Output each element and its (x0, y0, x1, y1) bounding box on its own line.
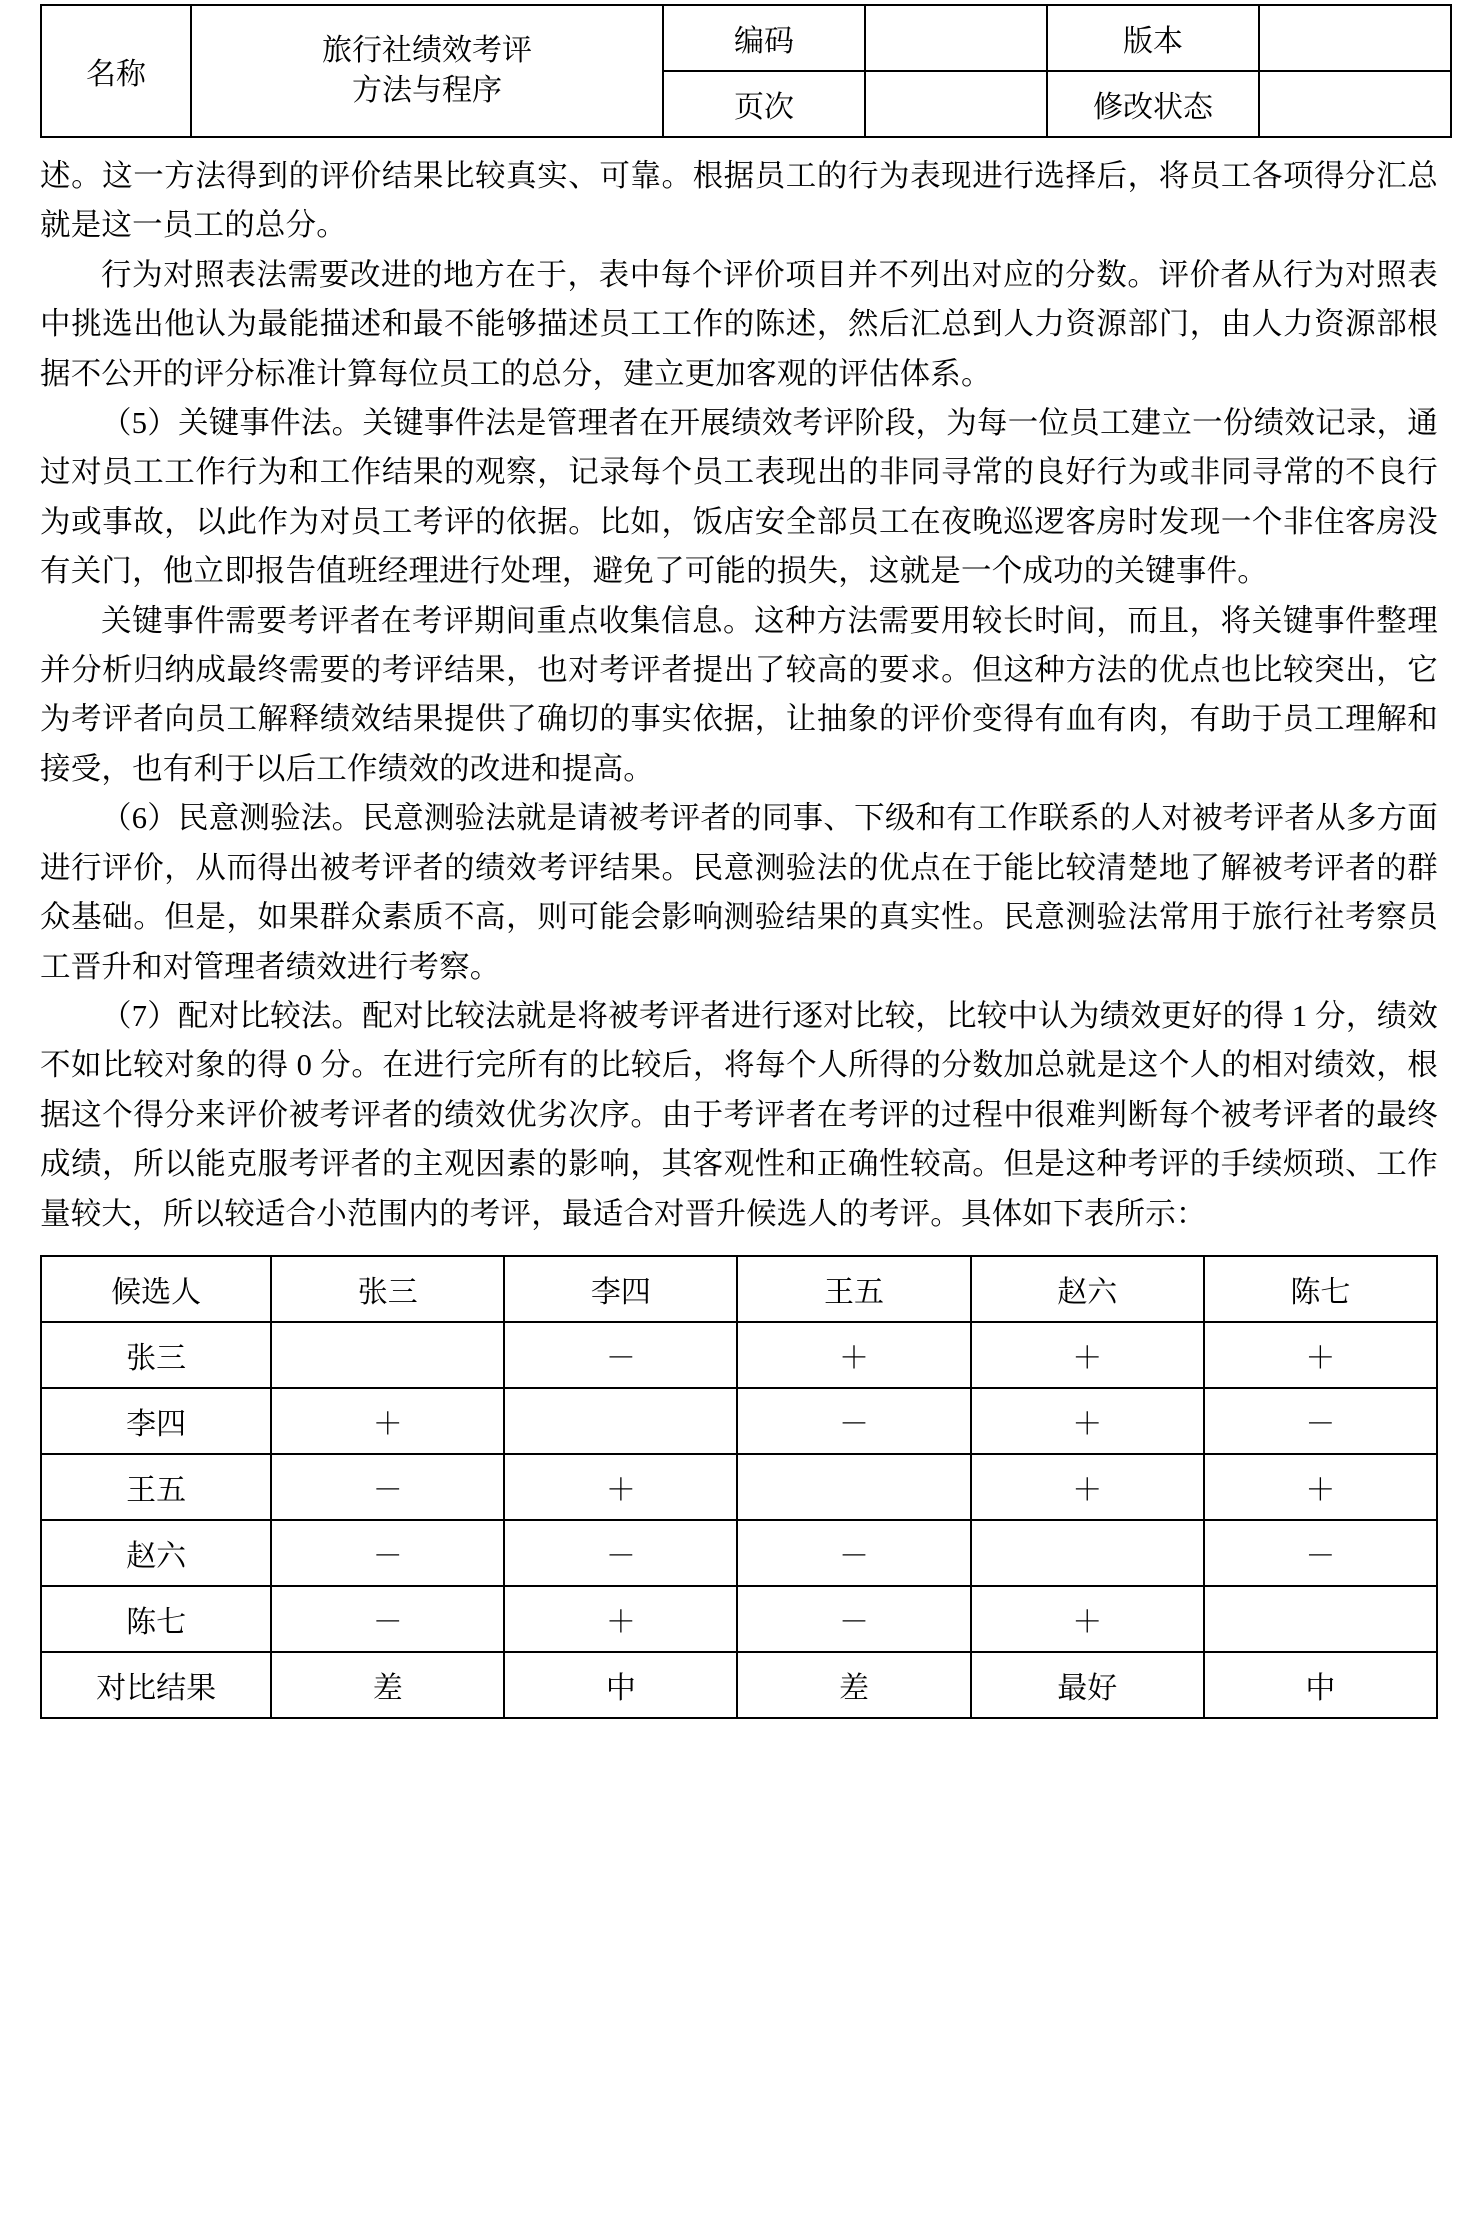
table-cell (271, 1322, 504, 1388)
row-label: 张三 (41, 1322, 271, 1388)
table-header-cell: 李四 (504, 1256, 737, 1322)
table-row (41, 1454, 1437, 1520)
table-cell: 中 (504, 1652, 737, 1718)
paragraph: （7）配对比较法。配对比较法就是将被考评者进行逐对比较，比较中认为绩效更好的得 1 分，绩效不如比较对象的得 0 分。在进行完所有的比较后，将每个人所得的分数加总就是这个人的相对绩效，根据这个得分来评价被考评者的绩效优劣次序。由于考评者在考评的过程中很难判断每个被考评者的最终成绩，所以能克服考评者的主观因素的影响，其客观性和正确性较高。但是这种考评的手续烦琐、工作量较大，所以较适合小范围内的考评，最适合对晋升候选人的考评。具体如下表所示： (40, 998, 1438, 1231)
version-value (1259, 5, 1451, 71)
table-row (41, 1652, 1437, 1718)
table-cell: ＋ (971, 1322, 1204, 1388)
row-label: 陈七 (41, 1586, 271, 1652)
table-cell: － (271, 1586, 504, 1652)
paragraph: （5）关键事件法。关键事件法是管理者在开展绩效考评阶段，为每一位员工建立一份绩效记录，通过对员工工作行为和工作结果的观察，记录每个员工表现出的非同寻常的良好行为或非同寻常的不良行为或事故，以此作为对员工考评的依据。比如，饭店安全部员工在夜晚巡逻客房时发现一个非住客房没有关门，他立即报告值班经理进行处理，避免了可能的损失，这就是一个成功的关键事件。 (40, 406, 1438, 589)
table-cell: － (271, 1520, 504, 1586)
version-label: 版本 (1047, 5, 1259, 71)
table-cell: － (504, 1520, 737, 1586)
page-value (865, 71, 1047, 137)
table-cell: － (737, 1520, 970, 1586)
document-header-table (40, 4, 1452, 138)
table-cell: 中 (1204, 1652, 1437, 1718)
table-row (41, 1322, 1437, 1388)
table-header-cell: 张三 (271, 1256, 504, 1322)
paragraph: （6）民意测验法。民意测验法就是请被考评者的同事、下级和有工作联系的人对被考评者从多方面进行评价，从而得出被考评者的绩效考评结果。民意测验法的优点在于能比较清楚地了解被考评者的群众基础。但是，如果群众素质不高，则可能会影响测验结果的真实性。民意测验法常用于旅行社考察员工晋升和对管理者绩效进行考察。 (40, 801, 1438, 984)
table-cell: ＋ (971, 1388, 1204, 1454)
document-page (0, 4, 1478, 2214)
table-header-row (41, 1256, 1437, 1322)
table-cell: ＋ (971, 1586, 1204, 1652)
table-header-cell: 王五 (737, 1256, 970, 1322)
table-cell (504, 1388, 737, 1454)
table-cell: － (1204, 1388, 1437, 1454)
paragraph: 述。这一方法得到的评价结果比较真实、可靠。根据员工的行为表现进行选择后，将员工各项得分汇总就是这一员工的总分。 (40, 159, 1438, 243)
table-row (41, 1520, 1437, 1586)
table-cell: 最好 (971, 1652, 1204, 1718)
table-cell: ＋ (1204, 1454, 1437, 1520)
table-cell: － (271, 1454, 504, 1520)
document-title-line2: 方法与程序 (352, 74, 502, 107)
table-cell: ＋ (271, 1388, 504, 1454)
table-cell (737, 1454, 970, 1520)
table-cell: － (1204, 1520, 1437, 1586)
document-title-cell (191, 5, 663, 137)
pairwise-comparison-table (40, 1255, 1438, 1719)
header-row-1 (41, 5, 1451, 71)
paragraph: 行为对照表法需要改进的地方在于，表中每个评价项目并不列出对应的分数。评价者从行为对照表中挑选出他认为最能描述和最不能够描述员工工作的陈述，然后汇总到人力资源部门，由人力资源部根据不公开的评分标准计算每位员工的总分，建立更加客观的评估体系。 (40, 257, 1438, 391)
table-cell: ＋ (504, 1586, 737, 1652)
row-label: 对比结果 (41, 1652, 271, 1718)
table-cell: ＋ (504, 1454, 737, 1520)
table-cell (1204, 1586, 1437, 1652)
row-label: 赵六 (41, 1520, 271, 1586)
table-header-cell: 赵六 (971, 1256, 1204, 1322)
header-name-label: 名称 (41, 5, 191, 137)
table-cell: ＋ (737, 1322, 970, 1388)
body-text (40, 152, 1438, 1239)
page-label: 页次 (663, 71, 865, 137)
row-label: 李四 (41, 1388, 271, 1454)
table-cell: － (504, 1322, 737, 1388)
paragraph: 关键事件需要考评者在考评期间重点收集信息。这种方法需要用较长时间，而且，将关键事件整理并分析归纳成最终需要的考评结果，也对考评者提出了较高的要求。但这种方法的优点也比较突出，它为考评者向员工解释绩效结果提供了确切的事实依据，让抽象的评价变得有血有肉，有助于员工理解和接受，也有利于以后工作绩效的改进和提高。 (40, 603, 1438, 786)
table-cell: 差 (737, 1652, 970, 1718)
table-cell: 差 (271, 1652, 504, 1718)
table-row (41, 1586, 1437, 1652)
table-cell: － (737, 1586, 970, 1652)
table-cell: － (737, 1388, 970, 1454)
table-cell: ＋ (1204, 1322, 1437, 1388)
document-title-line1: 旅行社绩效考评 (322, 33, 532, 67)
table-header-cell: 陈七 (1204, 1256, 1437, 1322)
table-cell: ＋ (971, 1454, 1204, 1520)
revision-label: 修改状态 (1047, 71, 1259, 137)
table-header-cell: 候选人 (41, 1256, 271, 1322)
table-row (41, 1388, 1437, 1454)
code-value (865, 5, 1047, 71)
revision-value (1259, 71, 1451, 137)
code-label: 编码 (663, 5, 865, 71)
row-label: 王五 (41, 1454, 271, 1520)
table-cell (971, 1520, 1204, 1586)
